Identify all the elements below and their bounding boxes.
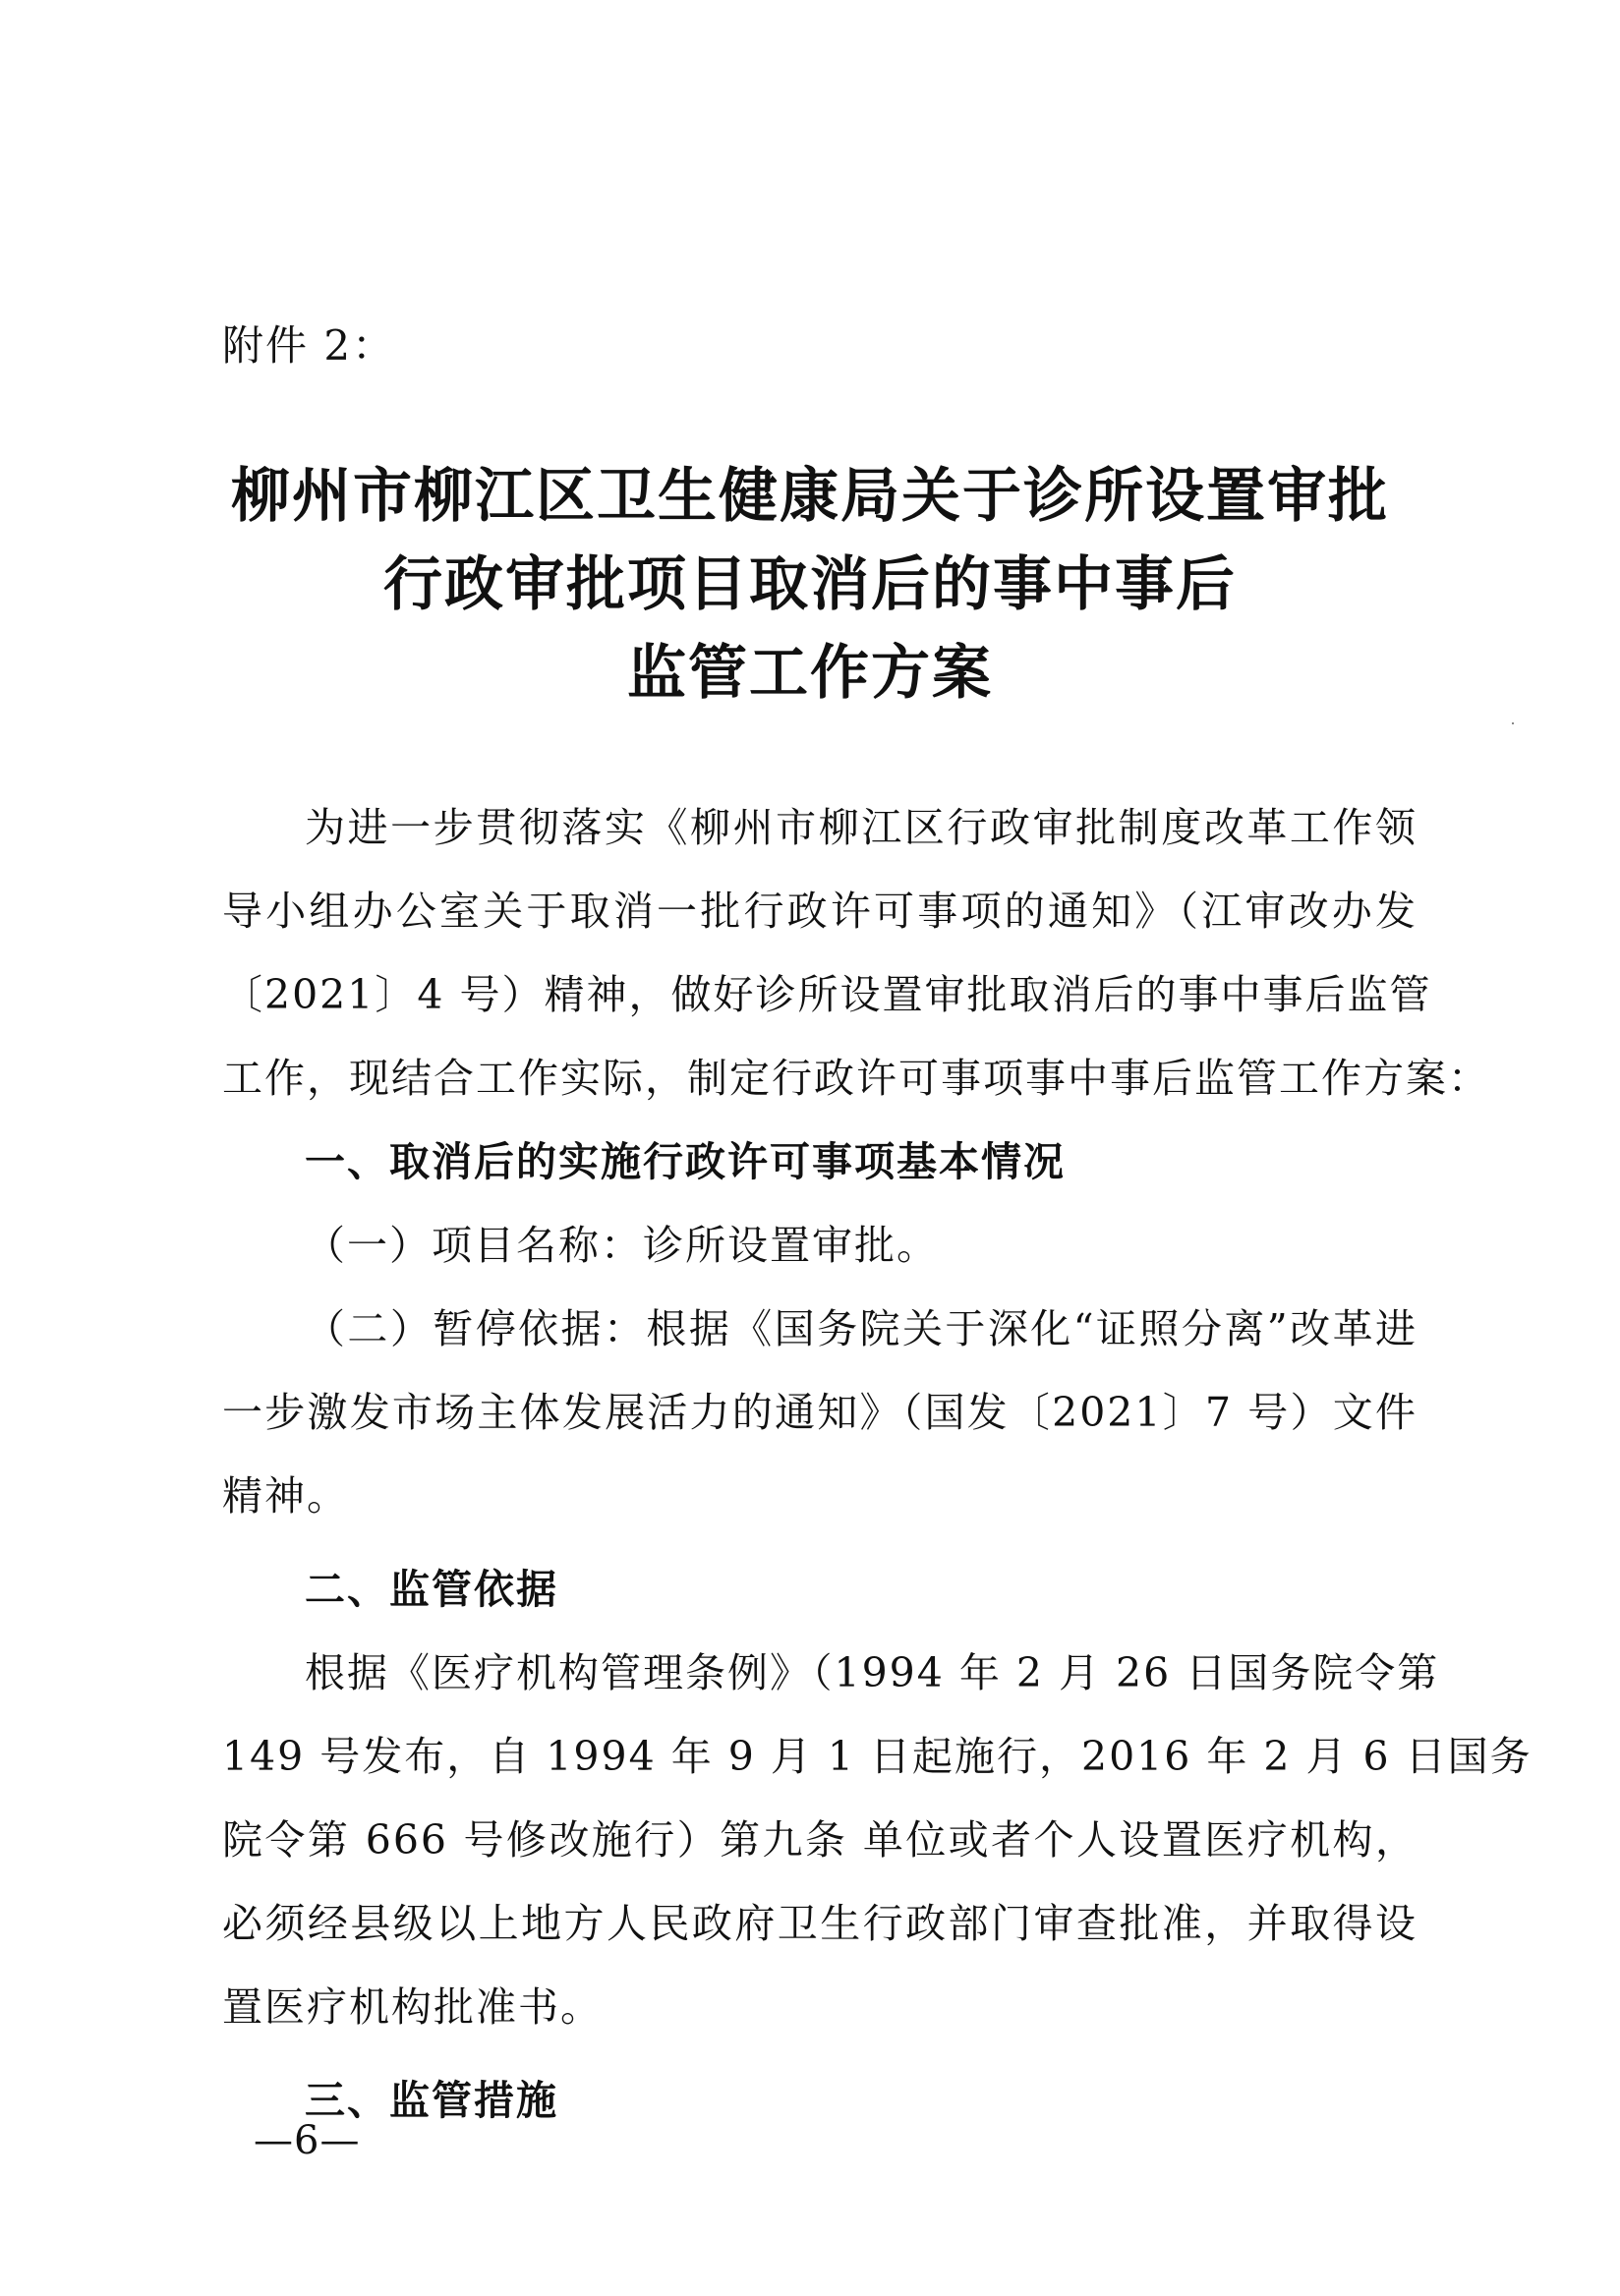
- section-2-paragraph: [222, 1632, 1533, 2049]
- section-2-line-5: 置医疗机构批准书。: [222, 1983, 603, 2031]
- intro-line-2: 导小组办公室关于取消一批行政许可事项的通知》（江审改办发: [222, 888, 1418, 935]
- scan-speck: [1512, 722, 1514, 724]
- section-1-item-2-line-2: 一步激发市场主体发展活力的通知》（国发〔2021〕7 号）文件: [222, 1389, 1418, 1436]
- section-3-heading: 三、监管措施: [305, 2077, 558, 2124]
- intro-line-4: 工作，现结合工作实际，制定行政许可事项事中事后监管工作方案：: [222, 1055, 1490, 1102]
- section-1-item-1: （一）项目名称：诊所设置审批。: [305, 1222, 939, 1269]
- intro-paragraph: [222, 786, 1490, 1120]
- title-line-1: 柳州市柳江区卫生健康局关于诊所设置审批: [231, 462, 1389, 531]
- page-number: —6—: [254, 2118, 361, 2163]
- title-line-3: 监管工作方案: [627, 639, 993, 708]
- intro-line-3: 〔2021〕4 号）精神，做好诊所设置审批取消后的事中事后监管: [222, 971, 1432, 1018]
- document-body: [222, 786, 1533, 2143]
- section-2-heading: 二、监管依据: [305, 1566, 558, 1613]
- attachment-label: 附件 2：: [222, 321, 396, 370]
- section-2-line-3: 院令第 666 号修改施行）第九条 单位或者个人设置医疗机构，: [222, 1816, 1418, 1864]
- document-title: [197, 452, 1423, 718]
- section-1-heading: 一、取消后的实施行政许可事项基本情况: [305, 1138, 1066, 1185]
- section-1-item-2-line-3: 精神。: [222, 1472, 349, 1520]
- section-2-line-2: 149 号发布，自 1994 年 9 月 1 日起施行，2016 年 2 月 6 日国务: [222, 1733, 1533, 1780]
- section-2-line-1: 根据《医疗机构管理条例》（1994 年 2 月 26 日国务院令第: [305, 1649, 1440, 1696]
- section-1-item-2: [222, 1288, 1418, 1538]
- section-2-line-4: 必须经县级以上地方人民政府卫生行政部门审查批准，并取得设: [222, 1900, 1418, 1947]
- title-line-2: 行政审批项目取消后的事中事后: [383, 550, 1237, 619]
- intro-line-1: 为进一步贯彻落实《柳州市柳江区行政审批制度改革工作领: [305, 804, 1418, 851]
- section-1-item-2-line-1: （二）暂停依据：根据《国务院关于深化“证照分离”改革进: [305, 1305, 1418, 1352]
